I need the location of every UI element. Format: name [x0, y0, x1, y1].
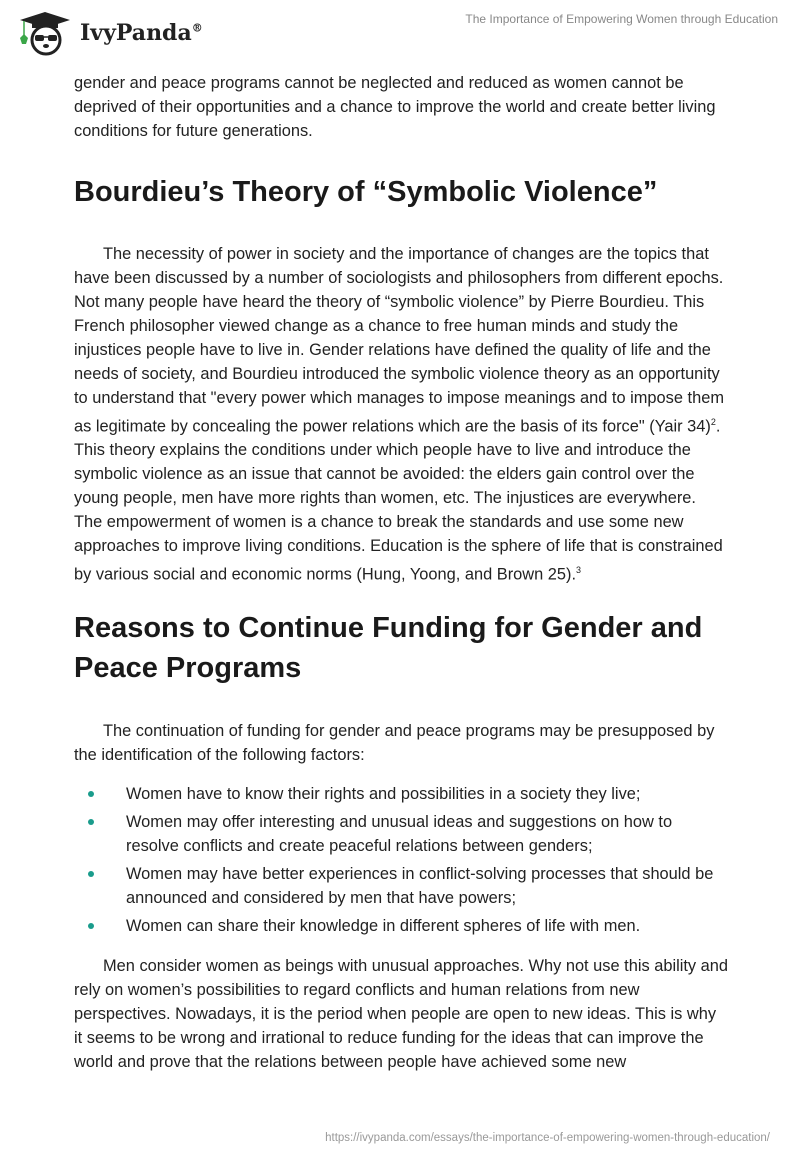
essay-content [74, 71, 728, 1074]
paragraph-text: The necessity of power in society and the importance of changes are the topics that have been discussed by a number of sociologists and philosophers from different epochs. Not many people have heard the theory of “symbolic violence” by Pierre Bourdieu. This French philosopher viewed change as a chance to free human minds and study the injustices people have to live in. Gender relations have defined the quality of life and the needs of society, and Bourdieu introduced the symbolic violence theory as an opportunity to understand that "every power which manages to impose meanings and to impose them as legitimate by concealing the power relations which are the basis of its force" (Yair 34) [74, 245, 724, 436]
ivypanda-logo[interactable] [18, 10, 203, 56]
bullet-icon [88, 923, 94, 929]
funding-intro: The continuation of funding for gender and peace programs may be presupposed by the identification of the following factors: [74, 721, 715, 764]
section-heading-funding: Reasons to Continue Funding for Gender and Peace Programs [74, 611, 703, 684]
brand-name: IvyPanda [80, 20, 192, 46]
list-item [74, 782, 728, 806]
list-item [74, 914, 728, 938]
list-item-text: Women can share their knowledge in different spheres of life with men. [126, 916, 641, 935]
source-url[interactable]: https://ivypanda.com/essays/the-importance-of-empowering-women-through-education/ [325, 1132, 770, 1144]
bourdieu-paragraph [74, 242, 728, 587]
footnote-ref[interactable]: 2 [710, 417, 716, 427]
list-item-text: Women may have better experiences in conflict-solving processes that should be announced and considered by men that have powers; [126, 864, 714, 907]
bullet-icon [88, 791, 94, 797]
list-item [74, 862, 728, 910]
document-title: The Importance of Empowering Women through Education [465, 12, 778, 26]
factors-list [74, 782, 728, 938]
list-item-text: Women have to know their rights and possibilities in a society they live; [126, 784, 641, 803]
page-header [0, 0, 800, 60]
list-item [74, 810, 728, 858]
paragraph-text: . This theory explains the conditions under which people have to live and introduce the symbolic violence as an issue that cannot be avoided: the elders gain control over the young people, men have more rights than women, etc. The injustices are everywhere. The empowerment of women is a chance to break the standards and use some new approaches to improve living conditions. Education is the sphere of life that is constrained by various social and economic norms (Hung, Yoong, and Brown 25). [74, 417, 723, 584]
bullet-icon [88, 819, 94, 825]
section-heading-bourdieu: Bourdieu’s Theory of “Symbolic Violence” [74, 176, 658, 208]
footnote-ref[interactable]: 3 [576, 565, 582, 576]
list-item-text: Women may offer interesting and unusual ideas and suggestions on how to resolve conflicts and create peaceful relations between genders; [126, 812, 673, 855]
bullet-icon [88, 871, 94, 877]
closing-paragraph: Men consider women as beings with unusual approaches. Why not use this ability and rely on women’s possibilities to regard conflicts and human relations from new perspectives. Nowadays, it is the period when people are open to new ideas. This is why it seems to be wrong and irrational to reduce funding for the ideas that can improve the world and prove that the relations between people have achieved some new [74, 956, 729, 1071]
panda-graduate-icon [18, 10, 72, 56]
registered-mark: ® [191, 21, 203, 35]
intro-paragraph: gender and peace programs cannot be neglected and reduced as women cannot be deprived of their opportunities and a chance to improve the world and create better living conditions for future generations. [74, 74, 716, 140]
